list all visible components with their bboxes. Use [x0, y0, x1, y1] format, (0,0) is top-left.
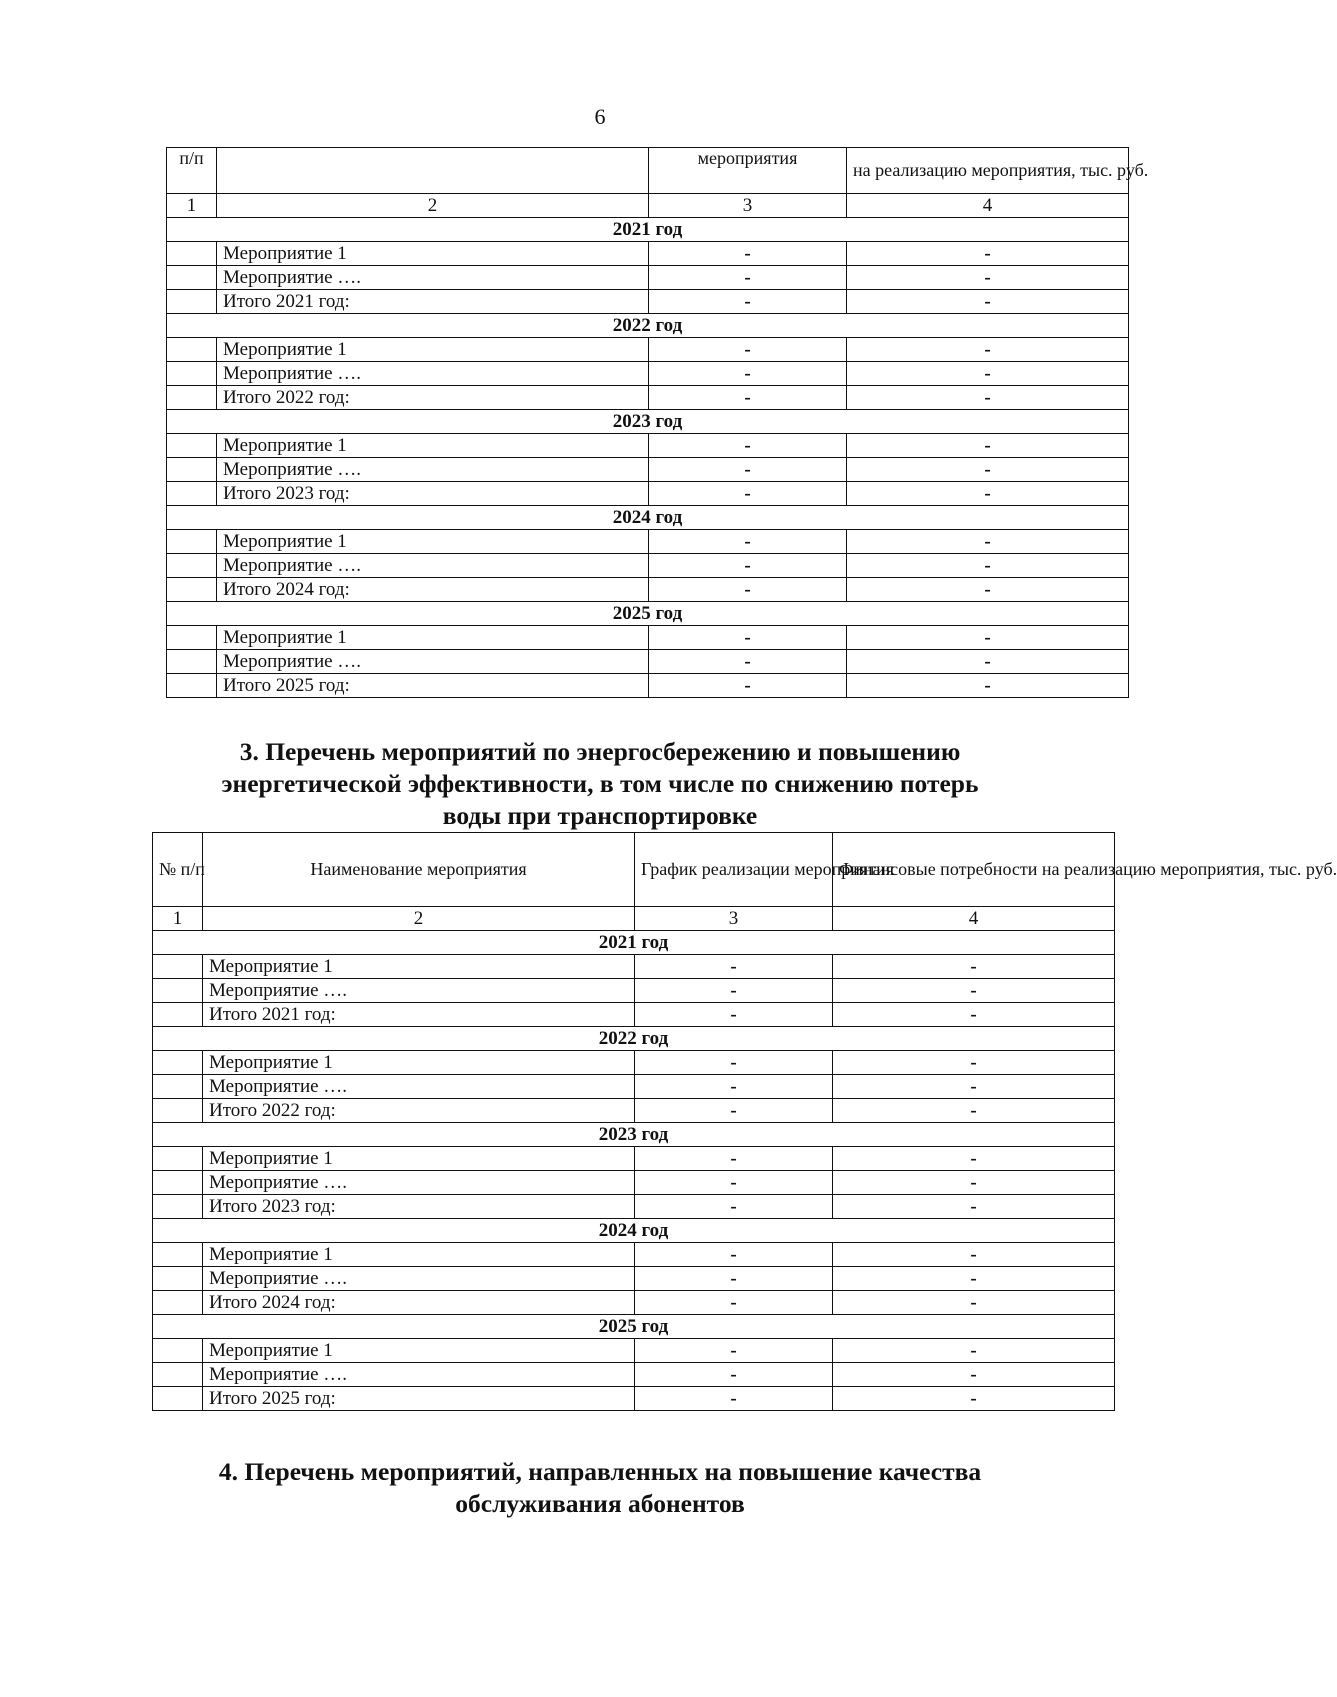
- total-label: Итого 2025 год:: [217, 674, 649, 698]
- table-row: [153, 1075, 1115, 1099]
- row-number-cell: [153, 1075, 203, 1099]
- schedule-value: -: [649, 434, 847, 458]
- year-row: [167, 314, 1129, 338]
- schedule-value: -: [635, 1363, 833, 1387]
- schedule-value: -: [649, 554, 847, 578]
- section-3-title-line: воды при транспортировке: [442, 801, 758, 830]
- table-row: [167, 530, 1129, 554]
- measure-name: Мероприятие 1: [203, 1147, 635, 1171]
- table-row: [153, 1267, 1115, 1291]
- measure-name: Мероприятие 1: [217, 530, 649, 554]
- measure-name: Мероприятие ….: [217, 458, 649, 482]
- finance-value: -: [847, 650, 1129, 674]
- table-row: [153, 955, 1115, 979]
- table-row: [167, 242, 1129, 266]
- row-number-cell: [167, 530, 217, 554]
- year-label: 2022 год: [153, 1027, 1115, 1051]
- total-row: [153, 1291, 1115, 1315]
- finance-value: -: [847, 458, 1129, 482]
- finance-value: -: [847, 554, 1129, 578]
- row-number-cell: [153, 1291, 203, 1315]
- header-col4: на реализацию мероприятия, тыс. руб.: [847, 148, 1129, 194]
- col-number: 4: [833, 907, 1115, 931]
- row-number-cell: [167, 242, 217, 266]
- header-row: [153, 833, 1115, 907]
- header-col3: мероприятия: [649, 148, 847, 194]
- total-finance-value: -: [833, 1387, 1115, 1411]
- year-label: 2025 год: [153, 1315, 1115, 1339]
- measure-name: Мероприятие 1: [217, 242, 649, 266]
- total-schedule-value: -: [635, 1003, 833, 1027]
- finance-value: -: [833, 1363, 1115, 1387]
- schedule-value: -: [649, 458, 847, 482]
- measure-name: Мероприятие ….: [217, 362, 649, 386]
- table-row: [153, 1051, 1115, 1075]
- year-row: [153, 1027, 1115, 1051]
- total-finance-value: -: [833, 1195, 1115, 1219]
- header-col3: График реализации мероприятия: [635, 833, 833, 907]
- section-4-title-line: 4. Перечень мероприятий, направленных на повышение качества: [218, 1457, 982, 1486]
- year-row: [153, 1123, 1115, 1147]
- section-3-title-line: 3. Перечень мероприятий по энергосбережению и повышению: [239, 737, 961, 766]
- header-col1: № п/п: [153, 833, 203, 907]
- total-schedule-value: -: [649, 386, 847, 410]
- measure-name: Мероприятие ….: [203, 1075, 635, 1099]
- total-finance-value: -: [833, 1003, 1115, 1027]
- header-col2: Наименование мероприятия: [203, 833, 635, 907]
- total-finance-value: -: [847, 674, 1129, 698]
- total-schedule-value: -: [649, 578, 847, 602]
- total-schedule-value: -: [635, 1291, 833, 1315]
- measure-name: Мероприятие ….: [217, 266, 649, 290]
- row-number-cell: [167, 458, 217, 482]
- total-row: [167, 674, 1129, 698]
- year-label: 2024 год: [167, 506, 1129, 530]
- header-col4: Финансовые потребности на реализацию мероприятия, тыс. руб.: [833, 833, 1115, 907]
- section-3-title-line: энергетической эффективности, в том числе по снижению потерь: [221, 769, 979, 798]
- total-finance-value: -: [833, 1291, 1115, 1315]
- measure-name: Мероприятие 1: [217, 434, 649, 458]
- total-finance-value: -: [847, 386, 1129, 410]
- row-number-cell: [153, 1387, 203, 1411]
- row-number-cell: [153, 979, 203, 1003]
- schedule-value: -: [649, 362, 847, 386]
- finance-value: -: [847, 362, 1129, 386]
- year-row: [167, 506, 1129, 530]
- col-number: 4: [847, 194, 1129, 218]
- total-label: Итого 2023 год:: [217, 482, 649, 506]
- table-row: [167, 266, 1129, 290]
- row-number-cell: [167, 578, 217, 602]
- finance-value: -: [833, 1147, 1115, 1171]
- col-number: 2: [203, 907, 635, 931]
- measure-name: Мероприятие ….: [203, 1267, 635, 1291]
- schedule-value: -: [635, 1051, 833, 1075]
- col-number: 1: [153, 907, 203, 931]
- col-number: 2: [217, 194, 649, 218]
- table-row: [153, 1363, 1115, 1387]
- col-number: 3: [649, 194, 847, 218]
- row-number-cell: [167, 626, 217, 650]
- total-schedule-value: -: [635, 1195, 833, 1219]
- total-row: [153, 1387, 1115, 1411]
- year-label: 2022 год: [167, 314, 1129, 338]
- measure-name: Мероприятие 1: [203, 955, 635, 979]
- row-number-cell: [167, 362, 217, 386]
- table-row: [167, 338, 1129, 362]
- measure-name: Мероприятие 1: [203, 1339, 635, 1363]
- finance-value: -: [833, 1171, 1115, 1195]
- total-label: Итого 2024 год:: [203, 1291, 635, 1315]
- page-number: 6: [594, 104, 606, 129]
- schedule-value: -: [649, 626, 847, 650]
- section-4-title-line: обслуживания абонентов: [455, 1489, 745, 1518]
- row-number-cell: [153, 1099, 203, 1123]
- table-row: [153, 1243, 1115, 1267]
- schedule-value: -: [649, 338, 847, 362]
- total-finance-value: -: [833, 1099, 1115, 1123]
- schedule-value: -: [635, 1147, 833, 1171]
- schedule-value: -: [635, 955, 833, 979]
- total-label: Итого 2022 год:: [203, 1099, 635, 1123]
- table-row: [167, 626, 1129, 650]
- year-label: 2025 год: [167, 602, 1129, 626]
- year-label: 2023 год: [167, 410, 1129, 434]
- finance-value: -: [847, 626, 1129, 650]
- row-number-cell: [153, 1363, 203, 1387]
- year-label: 2021 год: [153, 931, 1115, 955]
- column-number-row: [167, 194, 1129, 218]
- schedule-value: -: [635, 1267, 833, 1291]
- total-label: Итого 2022 год:: [217, 386, 649, 410]
- section-4-title: [0, 1456, 1200, 1520]
- row-number-cell: [167, 386, 217, 410]
- table-row: [153, 1339, 1115, 1363]
- year-row: [167, 410, 1129, 434]
- total-schedule-value: -: [635, 1099, 833, 1123]
- row-number-cell: [153, 1195, 203, 1219]
- measure-name: Мероприятие ….: [203, 1363, 635, 1387]
- total-row: [167, 386, 1129, 410]
- finance-value: -: [833, 1075, 1115, 1099]
- schedule-value: -: [649, 266, 847, 290]
- schedule-value: -: [635, 979, 833, 1003]
- measure-name: Мероприятие 1: [217, 338, 649, 362]
- table-row: [153, 979, 1115, 1003]
- table-row: [167, 458, 1129, 482]
- total-schedule-value: -: [649, 482, 847, 506]
- row-number-cell: [153, 1339, 203, 1363]
- finance-value: -: [833, 955, 1115, 979]
- total-label: Итого 2023 год:: [203, 1195, 635, 1219]
- schedule-value: -: [635, 1171, 833, 1195]
- measure-name: Мероприятие ….: [217, 650, 649, 674]
- schedule-value: -: [635, 1339, 833, 1363]
- table-row: [167, 650, 1129, 674]
- table-row: [167, 362, 1129, 386]
- schedule-value: -: [649, 530, 847, 554]
- row-number-cell: [153, 1267, 203, 1291]
- row-number-cell: [167, 650, 217, 674]
- total-finance-value: -: [847, 290, 1129, 314]
- year-row: [167, 602, 1129, 626]
- year-label: 2024 год: [153, 1219, 1115, 1243]
- total-row: [167, 578, 1129, 602]
- total-label: Итого 2021 год:: [217, 290, 649, 314]
- finance-value: -: [847, 434, 1129, 458]
- table-row: [153, 1171, 1115, 1195]
- col-number: 1: [167, 194, 217, 218]
- year-row: [153, 931, 1115, 955]
- table-row: [153, 1147, 1115, 1171]
- finance-value: -: [833, 1339, 1115, 1363]
- section-3-title: [0, 736, 1200, 832]
- finance-value: -: [847, 242, 1129, 266]
- finance-value: -: [847, 338, 1129, 362]
- measure-name: Мероприятие 1: [217, 626, 649, 650]
- finance-value: -: [833, 1051, 1115, 1075]
- finance-value: -: [833, 979, 1115, 1003]
- schedule-value: -: [635, 1243, 833, 1267]
- header-col2: [217, 148, 649, 194]
- year-row: [153, 1315, 1115, 1339]
- total-finance-value: -: [847, 482, 1129, 506]
- column-number-row: [153, 907, 1115, 931]
- total-finance-value: -: [847, 578, 1129, 602]
- row-number-cell: [167, 290, 217, 314]
- year-row: [153, 1219, 1115, 1243]
- row-number-cell: [167, 266, 217, 290]
- finance-value: -: [833, 1267, 1115, 1291]
- year-label: 2023 год: [153, 1123, 1115, 1147]
- header-row: [167, 148, 1129, 194]
- schedule-value: -: [635, 1075, 833, 1099]
- year-label: 2021 год: [167, 218, 1129, 242]
- total-label: Итого 2024 год:: [217, 578, 649, 602]
- row-number-cell: [153, 1147, 203, 1171]
- row-number-cell: [153, 955, 203, 979]
- total-schedule-value: -: [635, 1387, 833, 1411]
- table-row: [167, 554, 1129, 578]
- total-row: [153, 1195, 1115, 1219]
- finance-value: -: [847, 266, 1129, 290]
- finance-value: -: [847, 530, 1129, 554]
- energy-saving-measures-table: [152, 832, 1337, 1411]
- total-row: [167, 482, 1129, 506]
- row-number-cell: [153, 1171, 203, 1195]
- table-row: [167, 434, 1129, 458]
- total-row: [153, 1003, 1115, 1027]
- row-number-cell: [167, 674, 217, 698]
- total-schedule-value: -: [649, 290, 847, 314]
- header-col1: п/п: [167, 148, 217, 194]
- schedule-value: -: [649, 242, 847, 266]
- measure-name: Мероприятие ….: [217, 554, 649, 578]
- measures-table-continued: [166, 147, 1149, 698]
- total-label: Итого 2025 год:: [203, 1387, 635, 1411]
- total-label: Итого 2021 год:: [203, 1003, 635, 1027]
- measure-name: Мероприятие 1: [203, 1243, 635, 1267]
- total-row: [167, 290, 1129, 314]
- row-number-cell: [153, 1051, 203, 1075]
- measure-name: Мероприятие ….: [203, 1171, 635, 1195]
- row-number-cell: [167, 434, 217, 458]
- row-number-cell: [167, 338, 217, 362]
- measure-name: Мероприятие ….: [203, 979, 635, 1003]
- row-number-cell: [153, 1243, 203, 1267]
- year-row: [167, 218, 1129, 242]
- measure-name: Мероприятие 1: [203, 1051, 635, 1075]
- total-schedule-value: -: [649, 674, 847, 698]
- row-number-cell: [167, 554, 217, 578]
- row-number-cell: [167, 482, 217, 506]
- col-number: 3: [635, 907, 833, 931]
- row-number-cell: [153, 1003, 203, 1027]
- schedule-value: -: [649, 650, 847, 674]
- total-row: [153, 1099, 1115, 1123]
- finance-value: -: [833, 1243, 1115, 1267]
